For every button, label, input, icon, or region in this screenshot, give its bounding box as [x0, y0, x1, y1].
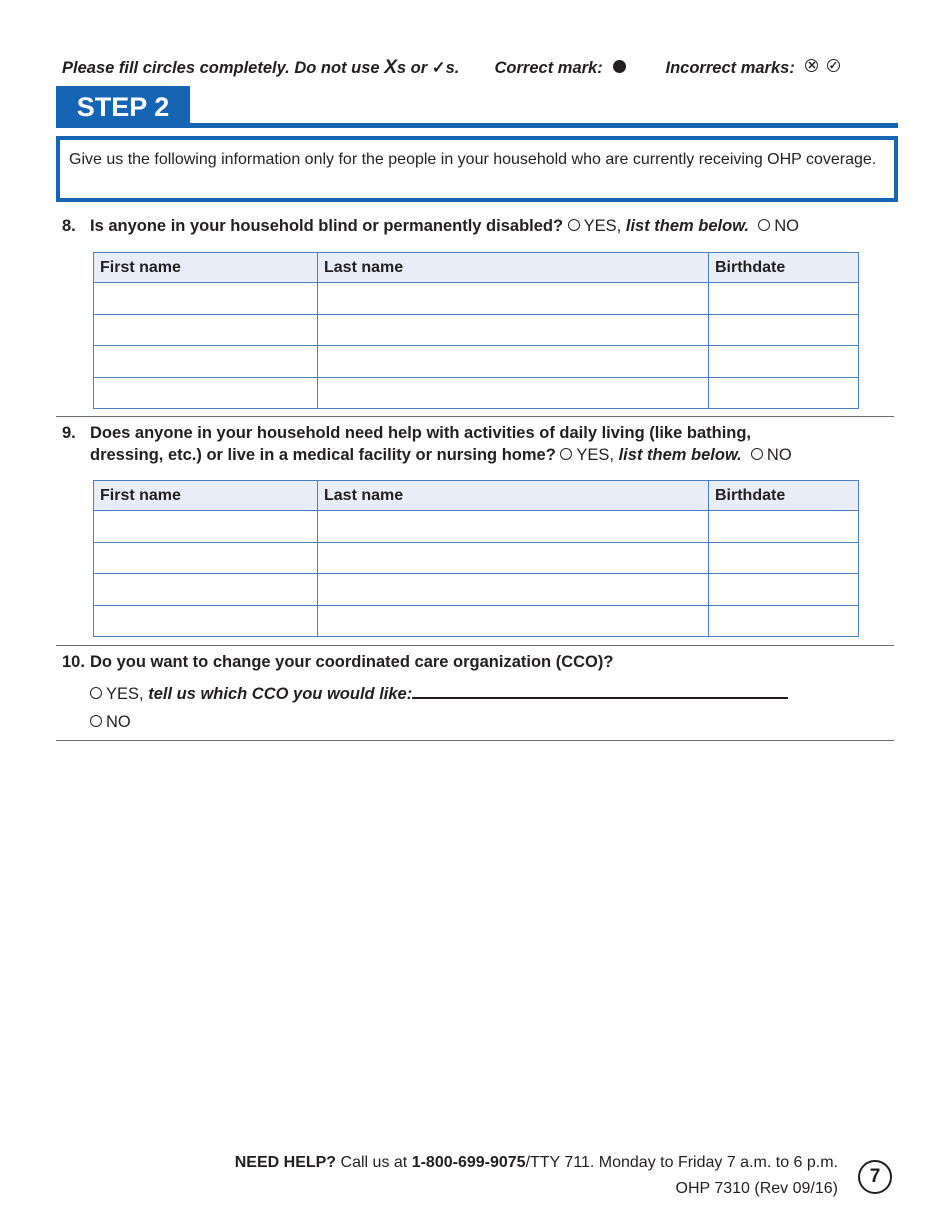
q8-yes-label: YES,	[583, 217, 622, 235]
q10-yes-option[interactable]	[90, 685, 144, 703]
help-line	[235, 1154, 838, 1172]
first-name-cell[interactable]	[94, 574, 318, 606]
radio-circle-icon[interactable]	[568, 219, 580, 231]
q10-no-row	[90, 711, 131, 733]
step-header: STEP 2	[56, 86, 190, 126]
section-divider	[56, 740, 894, 741]
s-or-text: s or	[396, 58, 428, 77]
q8-yes-option[interactable]	[568, 217, 622, 235]
first-name-cell[interactable]	[94, 511, 318, 543]
radio-circle-icon[interactable]	[758, 219, 770, 231]
q9-no-label: NO	[766, 446, 792, 464]
q10-yes-row	[90, 681, 788, 703]
check-circle-icon: ✓	[828, 59, 839, 72]
last-name-cell[interactable]	[318, 346, 709, 378]
q8-yes-note: list them below.	[625, 217, 750, 235]
question-8-text: Is anyone in your household blind or permanently disabled?	[90, 217, 564, 235]
last-name-cell[interactable]	[318, 283, 709, 315]
question-10-number: 10.	[62, 653, 85, 671]
birthdate-cell[interactable]	[709, 574, 859, 606]
q10-no-option[interactable]	[90, 713, 131, 731]
need-help-label: NEED HELP?	[234, 1154, 337, 1171]
call-us-text: Call us at	[340, 1154, 408, 1171]
table-row	[94, 574, 859, 606]
first-name-cell[interactable]	[94, 314, 318, 346]
fill-instruction: Please fill circles completely. Do not use	[62, 58, 380, 77]
radio-circle-icon[interactable]	[90, 715, 102, 727]
first-name-cell[interactable]	[94, 542, 318, 574]
check-symbol: ✓	[431, 59, 446, 77]
page-number: 7	[858, 1160, 892, 1194]
info-text: Give us the following information only for the people in your household who are currently receiving OHP coverage.	[69, 151, 877, 168]
last-name-cell[interactable]	[318, 542, 709, 574]
question-9	[62, 422, 902, 468]
last-name-header: Last name	[318, 253, 709, 283]
table-header-row	[94, 481, 859, 511]
table-row	[94, 377, 859, 409]
cco-answer-line[interactable]	[412, 681, 788, 699]
filled-circle-icon	[613, 60, 626, 73]
section-divider	[56, 645, 894, 646]
birthdate-cell[interactable]	[709, 283, 859, 315]
q10-yes-note: tell us which CCO you would like:	[148, 685, 413, 703]
q9-no-option[interactable]	[751, 446, 792, 464]
marking-instructions	[62, 57, 840, 79]
q9-yes-note: list them below.	[618, 446, 742, 464]
radio-circle-icon[interactable]	[751, 448, 763, 460]
last-name-header: Last name	[318, 481, 709, 511]
birthdate-header: Birthdate	[709, 253, 859, 283]
birthdate-cell[interactable]	[709, 542, 859, 574]
q8-no-option[interactable]	[758, 217, 799, 235]
table-header-row	[94, 253, 859, 283]
last-name-cell[interactable]	[318, 377, 709, 409]
birthdate-cell[interactable]	[709, 314, 859, 346]
radio-circle-icon[interactable]	[90, 687, 102, 699]
table-row	[94, 283, 859, 315]
x-circle-icon: ✕	[807, 59, 817, 72]
last-name-cell[interactable]	[318, 574, 709, 606]
first-name-cell[interactable]	[94, 283, 318, 315]
birthdate-cell[interactable]	[709, 377, 859, 409]
radio-circle-icon[interactable]	[560, 448, 572, 460]
s-end-text: s.	[445, 58, 460, 77]
incorrect-marks-label: Incorrect marks:	[665, 58, 795, 77]
last-name-cell[interactable]	[318, 605, 709, 637]
q9-yes-label: YES,	[576, 446, 614, 464]
birthdate-header: Birthdate	[709, 481, 859, 511]
x-symbol: X	[384, 57, 397, 78]
question-10	[62, 651, 902, 673]
step-rule	[56, 123, 898, 128]
first-name-cell[interactable]	[94, 377, 318, 409]
q10-no-label: NO	[106, 713, 131, 731]
q8-people-table	[93, 252, 859, 409]
q8-no-label: NO	[774, 217, 799, 235]
hours-text: /TTY 711. Monday to Friday 7 a.m. to 6 p.m.	[525, 1154, 838, 1171]
info-box	[56, 136, 898, 202]
q10-yes-label: YES,	[106, 685, 144, 703]
question-9-line-1: Does anyone in your household need help with activities of daily living (like bathing,	[90, 424, 752, 442]
question-8	[62, 215, 902, 237]
table-row	[94, 346, 859, 378]
question-10-text: Do you want to change your coordinated care organization (CCO)?	[90, 653, 614, 671]
first-name-header: First name	[94, 253, 318, 283]
first-name-cell[interactable]	[94, 605, 318, 637]
table-row	[94, 605, 859, 637]
birthdate-cell[interactable]	[709, 346, 859, 378]
birthdate-cell[interactable]	[709, 511, 859, 543]
question-9-number: 9.	[62, 424, 76, 442]
phone-number: 1-800-699-9075	[411, 1154, 526, 1171]
last-name-cell[interactable]	[318, 314, 709, 346]
correct-mark-label: Correct mark:	[494, 58, 603, 77]
birthdate-cell[interactable]	[709, 605, 859, 637]
last-name-cell[interactable]	[318, 511, 709, 543]
form-id: OHP 7310 (Rev 09/16)	[675, 1180, 838, 1197]
first-name-header: First name	[94, 481, 318, 511]
first-name-cell[interactable]	[94, 346, 318, 378]
section-divider	[56, 416, 894, 417]
table-row	[94, 314, 859, 346]
q9-people-table	[93, 480, 859, 637]
q9-yes-option[interactable]	[560, 446, 614, 464]
question-8-number: 8.	[62, 217, 76, 235]
question-9-line-2: dressing, etc.) or live in a medical facility or nursing home?	[90, 446, 556, 464]
table-row	[94, 542, 859, 574]
table-row	[94, 511, 859, 543]
